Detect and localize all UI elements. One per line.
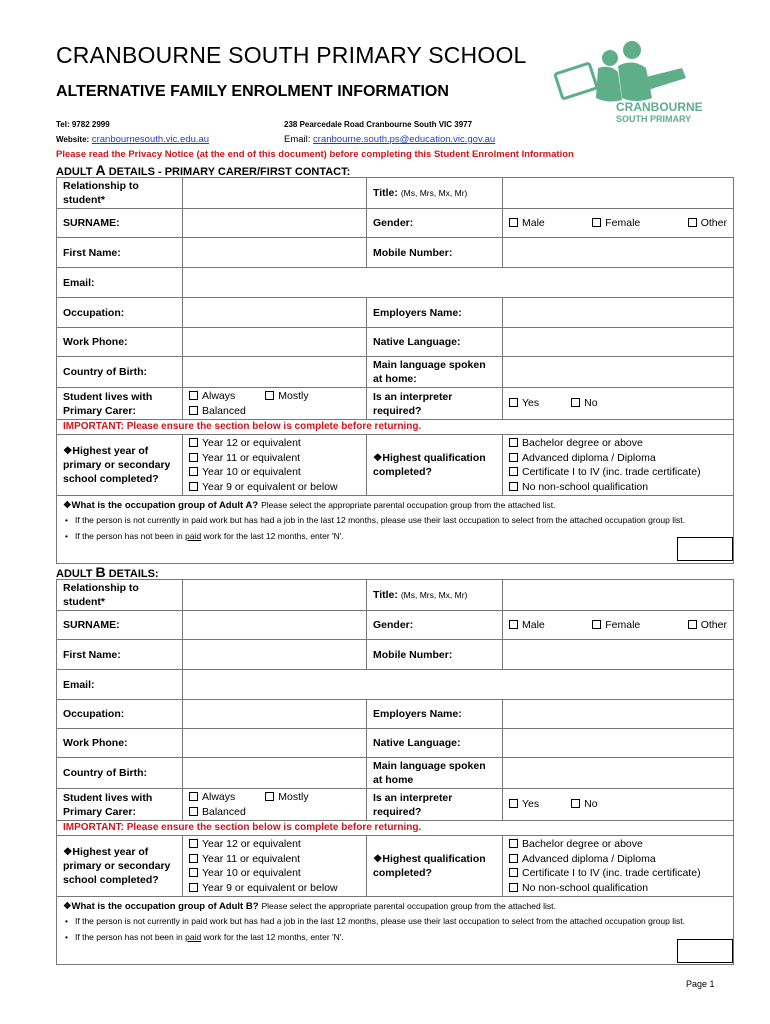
checkbox-icon	[265, 792, 274, 801]
surname-field[interactable]	[183, 611, 367, 640]
checkbox-icon	[509, 620, 518, 629]
highest-qual-text: Highest qualification completed?	[373, 452, 486, 478]
employer-label: Employers Name:	[367, 700, 503, 729]
year-option-label: Year 9 or equivalent or below	[202, 480, 338, 493]
occupation-label: Occupation:	[57, 700, 183, 729]
form-title: ALTERNATIVE FAMILY ENROLMENT INFORMATION	[56, 83, 449, 100]
lives-with-options	[183, 789, 367, 821]
gender-female-option[interactable]	[592, 216, 640, 231]
checkbox-icon	[509, 453, 518, 462]
checkbox-icon	[189, 406, 198, 415]
mobile-field[interactable]	[503, 238, 734, 268]
year-option-label: Year 10 or equivalent	[202, 466, 301, 478]
balanced-label: Balanced	[202, 404, 246, 417]
checkbox-icon	[189, 807, 198, 816]
year-options	[183, 435, 367, 496]
country-birth-label: Country of Birth:	[57, 758, 183, 789]
highest-year-text: Highest year of primary or secondary school completed?	[63, 445, 171, 485]
adult-a-letter: A	[95, 162, 106, 178]
bullet2-post: work for the last 12 months, enter 'N'.	[201, 932, 344, 942]
checkbox-icon	[509, 883, 518, 892]
other-label: Other	[700, 618, 727, 631]
bullet2-pre: If the person has not been in	[75, 531, 186, 541]
year-options	[183, 836, 367, 897]
interpreter-no-option[interactable]	[571, 798, 597, 810]
highest-qual-label: ❖Highest qualification completed?	[367, 435, 503, 496]
qual-option-label: No non-school qualification	[522, 480, 649, 493]
checkbox-icon	[189, 792, 198, 801]
title-field[interactable]	[503, 580, 734, 611]
main-language-label: Main language spoken at home:	[367, 357, 503, 388]
qual-option-label: Bachelor degree or above	[522, 437, 643, 449]
highest-qual-text: Highest qualification completed?	[373, 853, 486, 879]
qual-option-label: No non-school qualification	[522, 881, 649, 894]
email-field[interactable]	[183, 268, 734, 298]
gender-female-option[interactable]	[592, 618, 640, 633]
mostly-label: Mostly	[278, 390, 309, 402]
lives-always-option[interactable]	[189, 390, 235, 402]
gender-label: Gender:	[367, 611, 503, 640]
occ-hint: Please select the appropriate parental occupation group from the attached list.	[261, 500, 556, 510]
adult-a-occupation-code-box[interactable]	[677, 537, 733, 561]
checkbox-icon	[509, 482, 518, 491]
email-label: Email:	[57, 670, 183, 700]
occ-question-text: What is the occupation group of Adult A?	[71, 500, 259, 511]
lives-balanced-option[interactable]	[189, 805, 360, 820]
adult-a-prefix: ADULT	[56, 166, 96, 178]
first-name-field[interactable]	[183, 640, 367, 670]
interpreter-yes-option[interactable]	[509, 397, 539, 409]
main-language-field[interactable]	[503, 758, 734, 789]
checkbox-icon	[189, 482, 198, 491]
checkbox-icon	[509, 854, 518, 863]
highest-qual-label: ❖Highest qualification completed?	[367, 836, 503, 897]
bullet2-pre: If the person has not been in	[75, 932, 186, 942]
title-text: Title:	[373, 187, 398, 199]
gender-options	[503, 611, 734, 640]
privacy-notice: Please read the Privacy Notice (at the end of this document) before completing this Student Enrolment Information	[56, 149, 574, 160]
mobile-label: Mobile Number:	[367, 640, 503, 670]
logo-line2: SOUTH PRIMARY	[616, 114, 692, 124]
lives-with-options	[183, 388, 367, 420]
bullet2-paid: paid	[185, 932, 202, 942]
occupation-group-cell	[57, 496, 734, 564]
checkbox-icon	[688, 218, 697, 227]
interpreter-options	[503, 789, 734, 821]
work-phone-label: Work Phone:	[57, 328, 183, 357]
year-option[interactable]	[189, 451, 360, 466]
year-option-label: Year 11 or equivalent	[202, 451, 301, 464]
qual-option[interactable]	[509, 852, 727, 867]
male-label: Male	[522, 216, 545, 229]
occ-bullet-2	[63, 529, 727, 543]
occupation-group-question: ❖What is the occupation group of Adult A? Please select the appropriate parental occupation group from the attached list.	[63, 500, 556, 511]
relationship-field[interactable]	[183, 178, 367, 209]
relationship-label: Relationship to student*	[57, 580, 183, 611]
year-option-label: Year 12 or equivalent	[202, 437, 301, 449]
qual-option-label: Bachelor degree or above	[522, 838, 643, 850]
occupation-group-cell	[57, 897, 734, 965]
relationship-label: Relationship to student*	[57, 178, 183, 209]
checkbox-icon	[265, 391, 274, 400]
main-language-label: Main language spoken at home	[367, 758, 503, 789]
occ-bullet-1: • If the person is not currently in paid work but has had a job in the last 12 months, please use their last occupation to select from the attached occupation group list.	[63, 513, 723, 527]
year-option-label: Year 10 or equivalent	[202, 867, 301, 879]
no-label: No	[584, 798, 598, 811]
employer-field[interactable]	[503, 700, 734, 729]
gender-other-option[interactable]	[688, 216, 727, 231]
main-language-field[interactable]	[503, 357, 734, 388]
year-option-label: Year 12 or equivalent	[202, 838, 301, 850]
checkbox-icon	[189, 839, 198, 848]
checkbox-icon	[509, 839, 518, 848]
checkbox-icon	[189, 391, 198, 400]
bullet2-paid: paid	[185, 531, 202, 541]
checkbox-icon	[189, 467, 198, 476]
female-label: Female	[605, 216, 641, 229]
logo-text	[616, 101, 703, 125]
work-phone-field[interactable]	[183, 729, 367, 758]
surname-label: SURNAME:	[57, 611, 183, 640]
year-option[interactable]	[189, 465, 360, 480]
country-birth-field[interactable]	[183, 357, 367, 388]
qual-option[interactable]	[509, 837, 727, 852]
qual-option-label: Certificate I to IV (inc. trade certificate)	[522, 466, 701, 478]
occupation-field[interactable]	[183, 298, 367, 328]
gender-label: Gender:	[367, 209, 503, 238]
gender-options	[503, 209, 734, 238]
checkbox-icon	[189, 438, 198, 447]
website-line	[56, 134, 209, 145]
work-phone-field[interactable]	[183, 328, 367, 357]
balanced-label: Balanced	[202, 805, 246, 818]
native-language-field[interactable]	[503, 328, 734, 357]
year-option[interactable]	[189, 480, 360, 495]
native-language-label: Native Language:	[367, 328, 503, 357]
native-language-label: Native Language:	[367, 729, 503, 758]
title-text: Title:	[373, 589, 398, 601]
qual-option-label: Certificate I to IV (inc. trade certificate)	[522, 867, 701, 879]
website-label: Website:	[56, 135, 90, 144]
checkbox-icon	[509, 218, 518, 227]
checkbox-icon	[189, 883, 198, 892]
important-note: IMPORTANT: Please ensure the section below is complete before returning.	[57, 821, 734, 836]
checkbox-icon	[189, 868, 198, 877]
year-option[interactable]	[189, 436, 360, 451]
qual-option-label: Advanced diploma / Diploma	[522, 852, 656, 865]
email-field[interactable]	[183, 670, 734, 700]
title-hint: (Ms, Mrs, Mx, Mr)	[400, 188, 468, 198]
important-note: IMPORTANT: Please ensure the section below is complete before returning.	[57, 420, 734, 435]
qual-option[interactable]	[509, 866, 727, 881]
year-option[interactable]	[189, 866, 360, 881]
surname-label: SURNAME:	[57, 209, 183, 238]
school-name: CRANBOURNE SOUTH PRIMARY SCHOOL	[56, 42, 527, 68]
title-hint: (Ms, Mrs, Mx, Mr)	[400, 590, 468, 600]
year-option[interactable]	[189, 852, 360, 867]
lives-mostly-option[interactable]	[265, 390, 308, 402]
lives-with-label: Student lives with Primary Carer:	[57, 789, 183, 821]
adult-b-letter: B	[95, 564, 106, 580]
interpreter-yes-option[interactable]	[509, 798, 539, 810]
occ-bullet-1: • If the person is not currently in paid work but has had a job in the last 12 months, please use their last occupation to select from the attached occupation group list.	[63, 914, 723, 928]
occ-question-text: What is the occupation group of Adult B?	[71, 901, 259, 912]
occ-hint: Please select the appropriate parental occupation group from the attached list.	[261, 901, 556, 911]
bullet2-post: work for the last 12 months, enter 'N'.	[201, 531, 344, 541]
email-link[interactable]: cranbourne.south.ps@education.vic.gov.au	[313, 134, 496, 145]
checkbox-icon	[189, 453, 198, 462]
yes-label: Yes	[522, 798, 540, 811]
qual-option[interactable]	[509, 480, 727, 495]
title-label	[367, 178, 503, 209]
checkbox-icon	[509, 467, 518, 476]
adult-b-occupation-code-box[interactable]	[677, 939, 733, 963]
highest-year-label: ❖Highest year of primary or secondary school completed?	[57, 836, 183, 897]
occupation-group-question: ❖What is the occupation group of Adult B? Please select the appropriate parental occupation group from the attached list.	[63, 901, 556, 912]
country-birth-field[interactable]	[183, 758, 367, 789]
qual-option[interactable]	[509, 881, 727, 896]
checkbox-icon	[509, 868, 518, 877]
interpreter-label: Is an interpreter required?	[367, 388, 503, 420]
occ-bullet-2	[63, 930, 727, 944]
checkbox-icon	[571, 398, 580, 407]
checkbox-icon	[509, 438, 518, 447]
employer-field[interactable]	[503, 298, 734, 328]
gender-male-option[interactable]	[509, 618, 545, 633]
checkbox-icon	[571, 799, 580, 808]
qual-option-label: Advanced diploma / Diploma	[522, 451, 656, 464]
mostly-label: Mostly	[278, 791, 309, 803]
tel: Tel: 9782 2999	[56, 120, 110, 129]
relationship-field[interactable]	[183, 580, 367, 611]
year-option[interactable]	[189, 881, 360, 896]
checkbox-icon	[509, 398, 518, 407]
title-field[interactable]	[503, 178, 734, 209]
gender-other-option[interactable]	[688, 618, 727, 633]
occupation-field[interactable]	[183, 700, 367, 729]
lives-balanced-option[interactable]	[189, 404, 360, 419]
logo-line1: CRANBOURNE	[616, 100, 703, 114]
page-number: Page 1	[686, 979, 715, 989]
year-option[interactable]	[189, 837, 360, 852]
adult-b-heading	[56, 564, 159, 580]
surname-field[interactable]	[183, 209, 367, 238]
qual-option[interactable]	[509, 436, 727, 451]
always-label: Always	[202, 390, 236, 402]
checkbox-icon	[189, 854, 198, 863]
adult-b-prefix: ADULT	[56, 568, 96, 580]
employer-label: Employers Name:	[367, 298, 503, 328]
email-line	[284, 134, 495, 145]
highest-year-label: ❖Highest year of primary or secondary school completed?	[57, 435, 183, 496]
address: 238 Pearcedale Road Cranbourne South VIC 3977	[284, 120, 473, 129]
male-label: Male	[522, 618, 545, 631]
country-birth-label: Country of Birth:	[57, 357, 183, 388]
checkbox-icon	[688, 620, 697, 629]
work-phone-label: Work Phone:	[57, 729, 183, 758]
female-label: Female	[605, 618, 641, 631]
native-language-field[interactable]	[503, 729, 734, 758]
first-name-label: First Name:	[57, 640, 183, 670]
gender-male-option[interactable]	[509, 216, 545, 231]
lives-always-option[interactable]	[189, 791, 235, 803]
lives-with-label: Student lives with Primary Carer:	[57, 388, 183, 420]
checkbox-icon	[592, 218, 601, 227]
mobile-field[interactable]	[503, 640, 734, 670]
adult-b-table	[56, 579, 734, 965]
qual-option[interactable]	[509, 451, 727, 466]
email-label: Email:	[57, 268, 183, 298]
email-label: Email:	[284, 134, 311, 145]
interpreter-options	[503, 388, 734, 420]
interpreter-label: Is an interpreter required?	[367, 789, 503, 821]
mobile-label: Mobile Number:	[367, 238, 503, 268]
qual-option[interactable]	[509, 465, 727, 480]
year-option-label: Year 9 or equivalent or below	[202, 881, 338, 894]
lives-mostly-option[interactable]	[265, 791, 308, 803]
adult-a-table	[56, 177, 734, 564]
adult-a-heading	[56, 162, 350, 178]
adult-b-suffix: DETAILS:	[105, 568, 159, 580]
occupation-label: Occupation:	[57, 298, 183, 328]
checkbox-icon	[509, 799, 518, 808]
checkbox-icon	[592, 620, 601, 629]
no-label: No	[584, 397, 598, 410]
adult-a-suffix: DETAILS - PRIMARY CARER/FIRST CONTACT:	[105, 166, 351, 178]
interpreter-no-option[interactable]	[571, 397, 597, 409]
year-option-label: Year 11 or equivalent	[202, 852, 301, 865]
other-label: Other	[700, 216, 727, 229]
highest-year-text: Highest year of primary or secondary school completed?	[63, 846, 171, 886]
always-label: Always	[202, 791, 236, 803]
qual-options	[503, 836, 734, 897]
first-name-label: First Name:	[57, 238, 183, 268]
yes-label: Yes	[522, 397, 540, 410]
first-name-field[interactable]	[183, 238, 367, 268]
qual-options	[503, 435, 734, 496]
title-label	[367, 580, 503, 611]
website-link[interactable]: cranbournesouth.vic.edu.au	[91, 134, 210, 145]
